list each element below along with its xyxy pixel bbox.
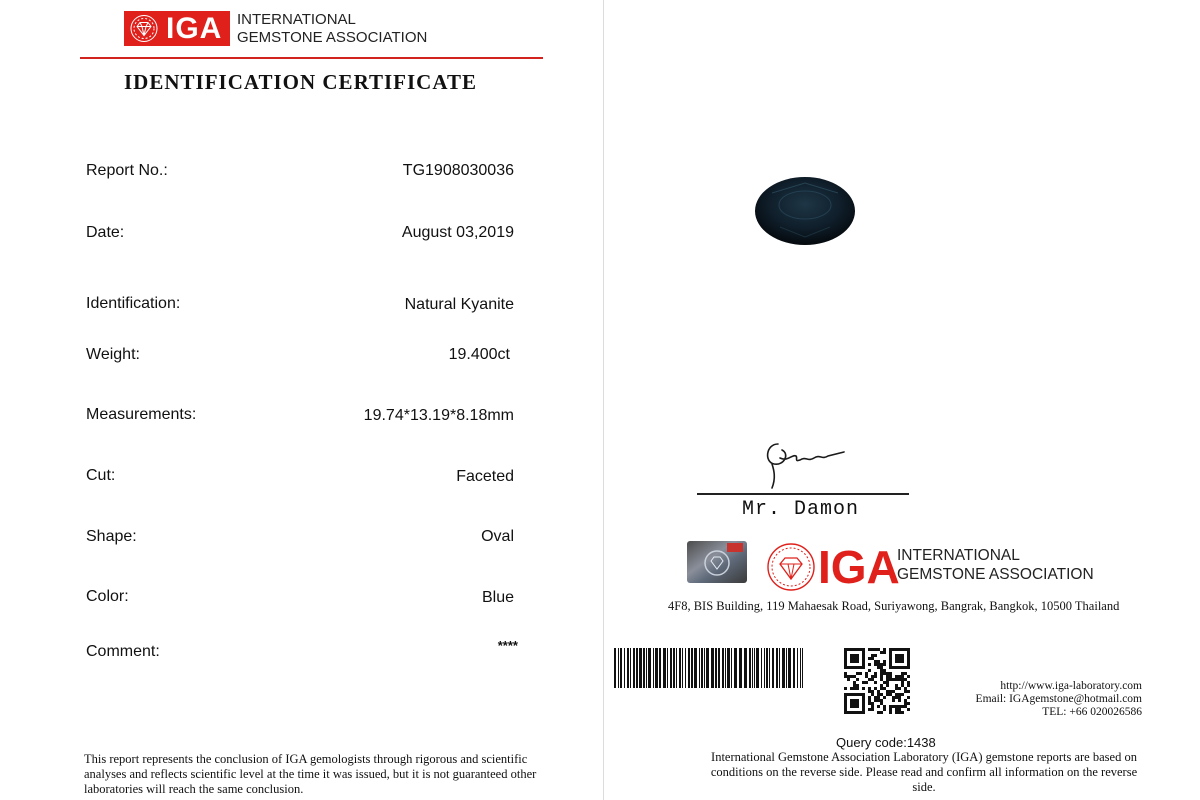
gemstone-photo: [752, 175, 858, 247]
logo-abbr: IGA: [818, 541, 900, 593]
field-label: Comment:: [86, 643, 160, 660]
field-label: Shape:: [86, 528, 137, 545]
barcode: [614, 648, 806, 688]
query-code: Query code:1438: [836, 735, 936, 750]
signer-name: Mr. Damon: [742, 498, 860, 521]
qr-code: [844, 648, 910, 714]
logo-line-2: GEMSTONE ASSOCIATION: [237, 29, 428, 46]
diamond-emblem-icon: [766, 542, 816, 592]
logo-line-1: INTERNATIONAL: [237, 11, 356, 28]
header-divider: [80, 57, 543, 59]
field-value: TG1908030036: [402, 162, 514, 179]
lab-address: 4F8, BIS Building, 119 Mahaesak Road, Suriyawong, Bangrak, Bangkok, 10500 Thailand: [668, 599, 1120, 613]
logo-line-1: INTERNATIONAL: [897, 547, 1020, 564]
field-value: 19.74*13.19*8.18mm: [363, 407, 514, 424]
field-value: Natural Kyanite: [404, 296, 514, 313]
field-label: Weight:: [86, 346, 140, 363]
certificate-title: IDENTIFICATION CERTIFICATE: [124, 70, 477, 94]
logo-wordmark: [897, 546, 1094, 584]
logo-red-badge: [124, 11, 230, 46]
hologram-sticker: [687, 541, 747, 583]
logo-abbr: IGA: [166, 12, 223, 45]
signature-line: [697, 493, 909, 495]
field-value: Blue: [481, 589, 514, 606]
field-label: Cut:: [86, 467, 116, 484]
field-value: August 03,2019: [401, 224, 514, 241]
lab-email: Email: IGAgemstone@hotmail.com: [975, 693, 1142, 705]
field-label: Measurements:: [86, 406, 197, 423]
signature-mark: [758, 434, 848, 490]
logo-line-2: GEMSTONE ASSOCIATION: [897, 566, 1094, 583]
logo-wordmark: [237, 11, 427, 47]
field-label: Identification:: [86, 295, 181, 312]
page-fold: [603, 0, 604, 800]
field-value: 19.400ct: [448, 346, 510, 363]
reverse-side-note: International Gemstone Association Laboratory (IGA) gemstone reports are based on conditions on the reverse side. Please read and confirm all information on the reverse side.: [710, 750, 1138, 794]
field-label: Report No.:: [86, 162, 168, 179]
field-value: Faceted: [456, 468, 514, 485]
lab-website: http://www.iga-laboratory.com: [1000, 680, 1142, 692]
lab-phone: TEL: +66 020026586: [1042, 706, 1142, 718]
field-value: Oval: [481, 528, 514, 545]
field-label: Date:: [86, 224, 125, 241]
field-label: Color:: [86, 588, 129, 605]
field-value: ****: [497, 638, 518, 653]
disclaimer-text: This report represents the conclusion of IGA gemologists through rigorous and scientific analyses and reflects scientific level at the time it was issued, but it is not guaranteed other laboratories will reach the same conclusion.: [84, 752, 537, 796]
